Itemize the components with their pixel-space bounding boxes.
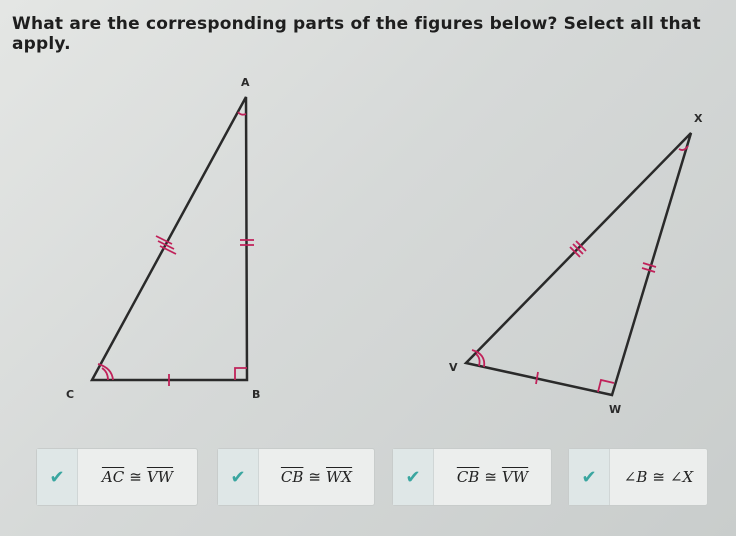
question-text: What are the corresponding parts of the figures below? Select all that apply. [12,14,701,54]
triangle-abc [92,97,247,380]
side-ac-ticks [156,236,176,254]
angle-a-mark [238,112,246,115]
choice-angle-b-x[interactable] [568,448,708,506]
check-icon: ✔ [393,449,434,505]
triangle-abc-marks [98,112,254,386]
choice-right-segment: $\overline{VW}$ [146,468,174,486]
vertex-b-label: B [252,388,261,401]
choice-left-segment: $\overline{AC}$ [101,468,125,486]
vertex-w-label: W [609,403,622,416]
check-icon: ✔ [37,449,78,505]
triangle-xvw-outline [466,133,691,395]
vertex-v-label: V [449,361,458,374]
vertex-x-label: X [694,112,703,125]
check-icon: ✔ [218,449,259,505]
congruent-symbol: ≅ [308,468,321,486]
choice-left-angle: ∠B [623,468,648,486]
check-icon: ✔ [569,449,610,505]
vertex-a-label: A [241,76,250,89]
congruent-symbol: ≅ [484,468,497,486]
side-xw-ticks [642,263,656,272]
side-vw-tick [536,372,538,384]
choice-cb-vw[interactable] [392,448,552,506]
choice-right-segment: $\overline{VW}$ [501,468,529,486]
right-angle-w-mark [598,380,614,392]
choice-cb-wx[interactable] [217,448,375,506]
congruent-symbol: ≅ [129,468,142,486]
angle-c-mark-1 [102,368,108,380]
choice-right-angle: ∠X [669,468,694,486]
congruent-symbol: ≅ [652,468,665,486]
triangle-abc-outline [92,97,247,380]
triangle-xvw [466,133,691,395]
choice-ac-vw[interactable] [36,448,198,506]
choice-left-segment: $\overline{CB}$ [456,468,480,486]
triangle-xvw-marks [472,146,688,392]
choice-right-segment: $\overline{WX}$ [325,468,353,486]
vertex-c-label: C [66,388,75,401]
choice-left-segment: $\overline{CB}$ [280,468,304,486]
right-angle-b-mark [235,368,247,380]
